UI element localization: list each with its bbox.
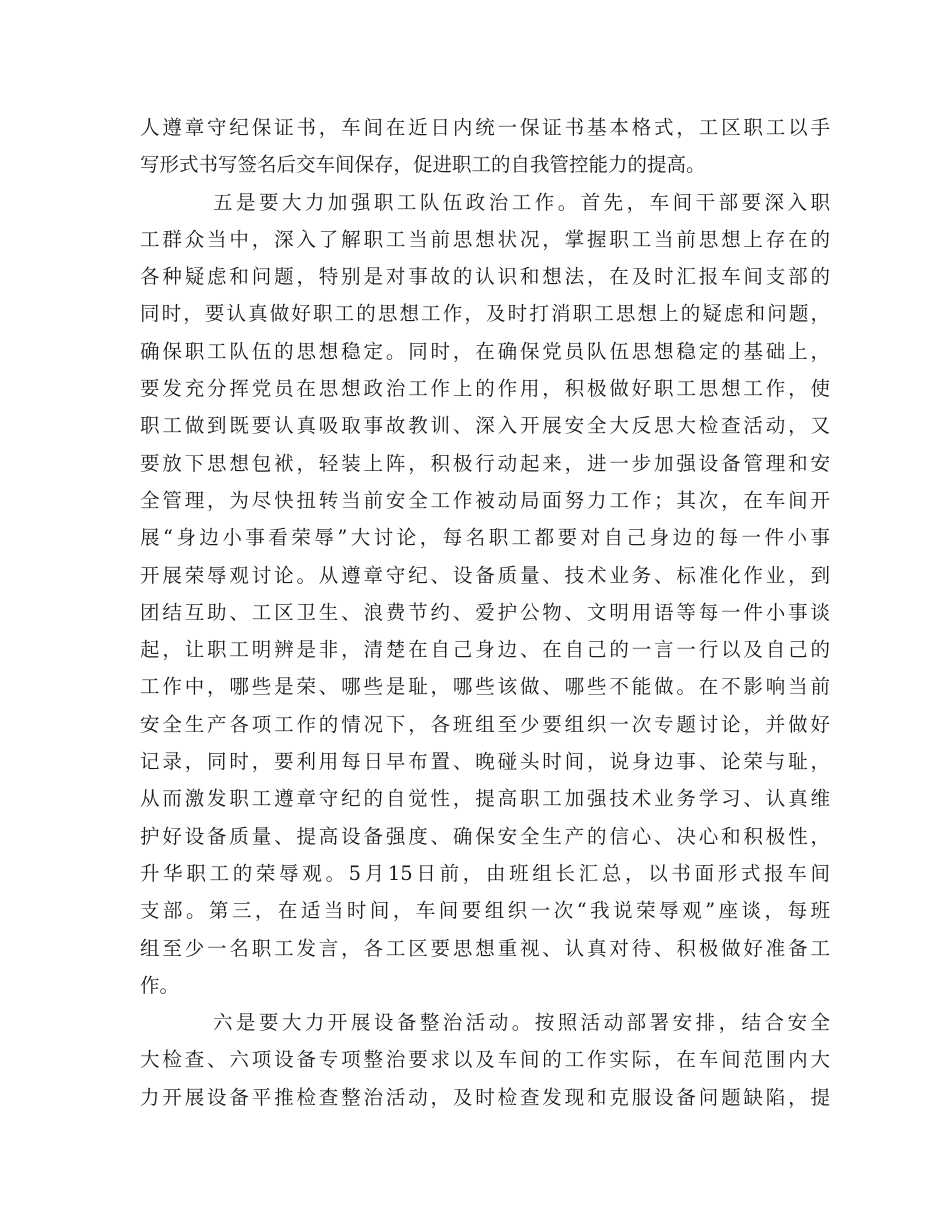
text-line: 从而激发职工遵章守纪的自觉性，提高职工加强技术业务学习、认真维	[140, 787, 830, 811]
text-line: 全管理，为尽快扭转当前安全工作被动局面努力工作；其次，在车间开	[140, 488, 830, 512]
text-line: 确保职工队伍的思想稳定。同时，在确保党员队伍思想稳定的基础上，	[140, 339, 830, 363]
text-line: 展“身边小事看荣辱”大讨论，每名职工都要对自己身边的每一件小事	[140, 526, 830, 550]
text-line: 大检查、六项设备专项整治要求以及车间的工作实际，在车间范围内大	[140, 1048, 830, 1072]
text-line: 起，让职工明辨是非，清楚在自己身边、在自己的一言一行以及自己的	[140, 638, 830, 662]
text-line: 护好设备质量、提高设备强度、确保安全生产的信心、决心和积极性，	[140, 824, 830, 848]
document-body	[140, 109, 830, 1116]
text-line: 工群众当中，深入了解职工当前思想状况，掌握职工当前思想上存在的	[140, 227, 830, 251]
text-line: 安全生产各项工作的情况下，各班组至少要组织一次专题讨论，并做好	[140, 712, 830, 736]
text-line: 各种疑虑和问题，特别是对事故的认识和想法，在及时汇报车间支部的	[140, 265, 830, 289]
text-line: 支部。第三，在适当时间，车间要组织一次“我说荣辱观”座谈，每班	[140, 899, 830, 923]
text-line: 要放下思想包袱，轻装上阵，积极行动起来，进一步加强设备管理和安	[140, 451, 830, 475]
text-line: 开展荣辱观讨论。从遵章守纪、设备质量、技术业务、标准化作业，到	[140, 563, 830, 587]
text-line: 人遵章守纪保证书，车间在近日内统一保证书基本格式，工区职工以手	[140, 116, 830, 139]
text-line: 同时，要认真做好职工的思想工作，及时打消职工思想上的疑虑和问题，	[140, 302, 830, 326]
text-line: 升华职工的荣辱观。5月15日前，由班组长汇总，以书面形式报车间	[140, 861, 830, 885]
text-line: 写形式书写签名后交车间保存，促进职工的自我管控能力的提高。	[140, 153, 706, 177]
text-line: 工作中，哪些是荣、哪些是耻，哪些该做、哪些不能做。在不影响当前	[140, 675, 830, 699]
text-line: 要发充分挥党员在思想政治工作上的作用，积极做好职工思想工作，使	[140, 377, 830, 401]
text-line: 记录，同时，要利用每日早布置、晚碰头时间，说身边事、论荣与耻，	[140, 750, 830, 774]
text-line: 职工做到既要认真吸取事故教训、深入开展安全大反思大检查活动，又	[140, 414, 830, 438]
text-line: 作。	[140, 973, 180, 997]
text-line: 五是要大力加强职工队伍政治工作。首先，车间干部要深入职	[213, 190, 830, 214]
text-line: 力开展设备平推检查整治活动，及时检查发现和克服设备问题缺陷，提	[140, 1085, 830, 1109]
text-line: 组至少一名职工发言，各工区要思想重视、认真对待、积极做好准备工	[140, 936, 830, 960]
text-line: 团结互助、工区卫生、浪费节约、爱护公物、文明用语等每一件小事谈	[140, 600, 830, 624]
text-line: 六是要大力开展设备整治活动。按照活动部署安排，结合安全	[213, 1011, 830, 1035]
